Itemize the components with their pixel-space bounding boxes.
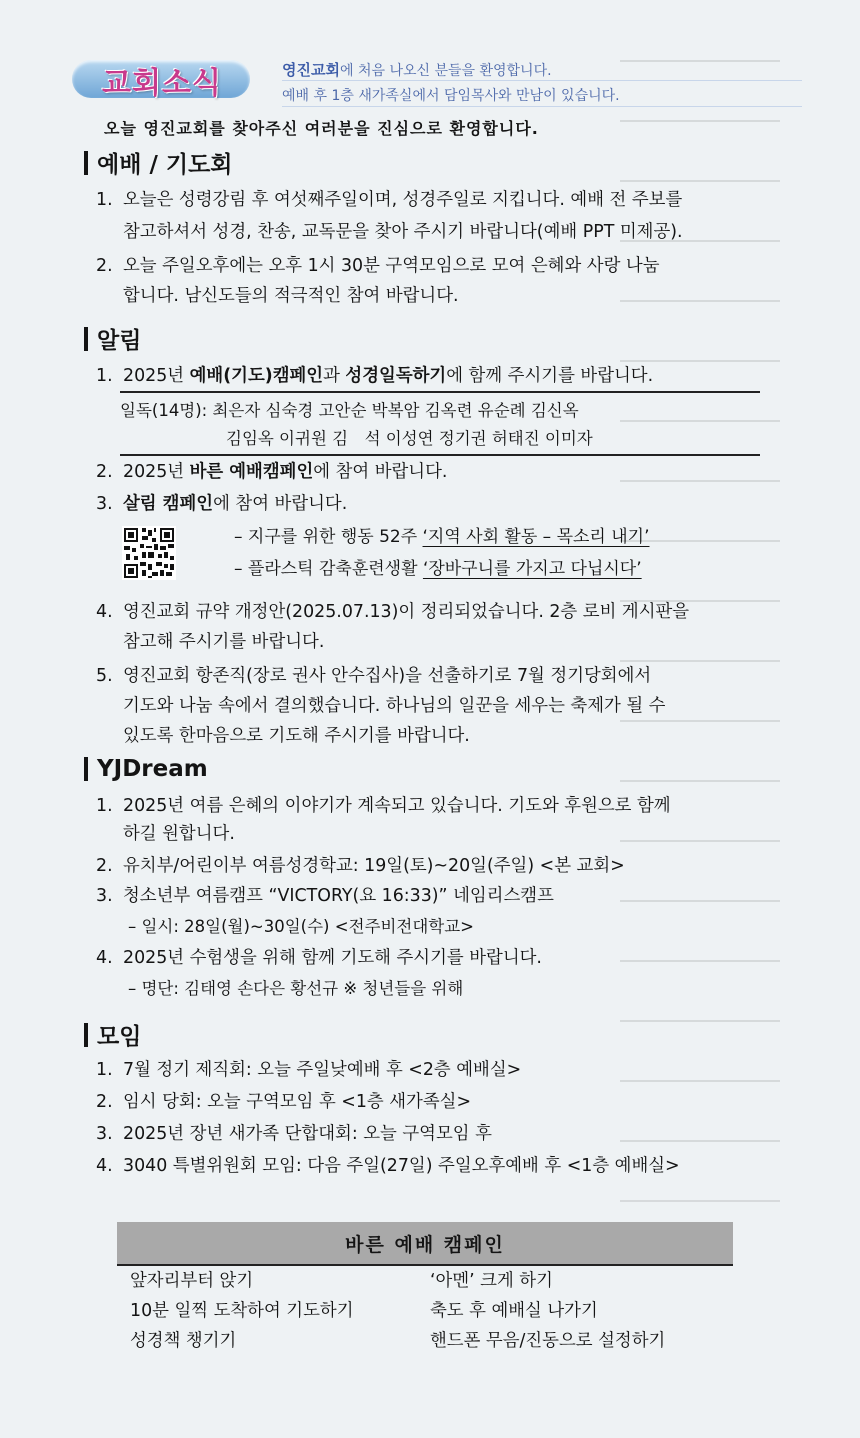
item-text: 영진교회 규약 개정안(2025.07.13)이 정리되었습니다. 2층 로비 게시판을 [123, 602, 690, 622]
campaign-item: ‘아멘’ 크게 하기 [430, 1271, 553, 1291]
item-continuation: 참고해 주시기를 바랍니다. [123, 632, 325, 652]
section-title-yjdream [84, 756, 208, 782]
section-title-meeting [84, 1018, 141, 1051]
item-number: 1. [96, 366, 113, 386]
item-sub-detail: – 일시: 28일(월)~30일(수) <전주비전대학교> [128, 917, 474, 936]
campaign-action-title: ‘지역 사회 활동 – 목소리 내기’ [422, 527, 650, 547]
title-bar [84, 757, 88, 781]
item-text: 영진교회 항존직(장로 권사 안수집사)을 선출하기로 7월 정기당회에서 [123, 666, 652, 686]
item-text: 3040 특별위원회 모임: 다음 주일(27일) 주일오후예배 후 <1층 예배실> [123, 1156, 680, 1176]
list-item [96, 880, 554, 912]
item-continuation: 하길 원합니다. [123, 824, 235, 844]
item-text: 오늘은 성령강림 후 여섯째주일이며, 성경주일로 지킵니다. 예배 전 주보를 [123, 190, 683, 210]
list-item [96, 660, 651, 692]
church-news-logo [72, 56, 272, 104]
item-bold-text: 살림 캠페인 [123, 494, 214, 514]
item-number: 4. [96, 602, 113, 622]
list-item [96, 360, 653, 392]
item-text: 2025년 여름 은혜의 이야기가 계속되고 있습니다. 기도와 후원으로 함께 [123, 796, 671, 816]
item-bold-text: 예배(기도)캠페인 [189, 366, 324, 386]
item-number: 4. [96, 1156, 113, 1176]
welcome-message [282, 58, 620, 109]
qr-code-icon[interactable] [122, 526, 176, 580]
item-text: 2025년 [123, 462, 190, 482]
campaign-item: 10분 일찍 도착하여 기도하기 [130, 1301, 354, 1321]
section-title-worship [84, 146, 233, 179]
greeting: 오늘 영진교회를 찾아주신 여러분을 진심으로 환영합니다. [104, 119, 539, 138]
item-number: 2. [96, 856, 113, 876]
item-text: 에 참여 바랍니다. [213, 494, 348, 514]
item-number: 2. [96, 462, 113, 482]
item-continuation: 기도와 나눔 속에서 결의했습니다. 하나님의 일꾼을 세우는 축제가 될 수 [123, 696, 666, 716]
item-number: 2. [96, 256, 113, 276]
campaign-action-line [234, 522, 650, 552]
item-text: 에 참여 바랍니다. [313, 462, 448, 482]
list-item [96, 184, 682, 216]
title-bar [84, 1023, 88, 1047]
list-item [96, 850, 625, 882]
campaign-action-title: ‘장바구니를 가지고 다닙시다’ [422, 559, 642, 579]
item-text: 과 [323, 366, 346, 386]
list-item [96, 1086, 471, 1118]
item-text: 임시 당회: 오늘 구역모임 후 <1층 새가족실> [123, 1092, 472, 1112]
list-item [96, 488, 347, 520]
item-text: 2025년 장년 새가족 단합대회: 오늘 구역모임 후 [123, 1124, 492, 1144]
list-item [96, 1054, 521, 1086]
list-item [96, 942, 542, 974]
campaign-title: 바른 예배 캠페인 [117, 1222, 733, 1266]
item-number: 5. [96, 666, 113, 686]
underline [120, 391, 760, 393]
item-text: 에 함께 주시기를 바랍니다. [446, 366, 654, 386]
item-continuation: 있도록 한마음으로 기도해 주시기를 바랍니다. [123, 726, 470, 746]
item-number: 3. [96, 494, 113, 514]
item-text: 2025년 [123, 366, 190, 386]
item-number: 3. [96, 886, 113, 906]
list-item [96, 1150, 680, 1182]
item-text: 2025년 수험생을 위해 함께 기도해 주시기를 바랍니다. [123, 948, 542, 968]
campaign-action-label: – 지구를 위한 행동 52주 [234, 527, 423, 547]
welcome-text: 에 처음 나오신 분들을 환영합니다. [339, 63, 552, 79]
item-number: 1. [96, 190, 113, 210]
item-continuation: 합니다. 남신도들의 적극적인 참여 바랍니다. [123, 286, 459, 306]
item-text: 청소년부 여름캠프 “VICTORY(요 16:33)” 네임리스캠프 [123, 886, 554, 906]
list-item [96, 250, 660, 282]
item-text: 오늘 주일오후에는 오후 1시 30분 구역모임으로 모여 은혜와 사랑 나눔 [123, 256, 660, 276]
section-title-text: YJDream [97, 756, 208, 782]
section-title-text: 알림 [97, 328, 142, 354]
logo-text: 교회소식 [102, 66, 222, 101]
list-item [96, 596, 689, 628]
list-item [96, 1118, 492, 1150]
title-bar [84, 327, 88, 351]
item-text: 유치부/어린이부 여름성경학교: 19일(토)~20일(주일) <본 교회> [123, 856, 625, 876]
campaign-action-label: – 플라스틱 감축훈련생활 [234, 559, 423, 579]
campaign-item: 앞자리부터 앉기 [130, 1271, 254, 1291]
item-sub-detail: – 명단: 김태영 손다은 황선규 ※ 청년들을 위해 [128, 979, 464, 998]
item-text: 7월 정기 제직회: 오늘 주일낮예배 후 <2층 예배실> [123, 1060, 522, 1080]
section-title-text: 모임 [97, 1024, 142, 1050]
campaign-action-line [234, 554, 642, 584]
reading-list: 일독(14명): 최은자 심숙경 고안순 박복암 김옥련 유순례 김신옥 [120, 401, 579, 420]
item-number: 1. [96, 796, 113, 816]
campaign-item: 축도 후 예배실 나가기 [430, 1301, 598, 1321]
item-number: 1. [96, 1060, 113, 1080]
church-name: 영진교회 [282, 61, 340, 79]
reading-list: 김임옥 이귀원 김 석 이성연 정기권 허태진 이미자 [226, 429, 593, 448]
item-number: 2. [96, 1092, 113, 1112]
item-number: 4. [96, 948, 113, 968]
item-number: 3. [96, 1124, 113, 1144]
item-bold-text: 바른 예배캠페인 [189, 462, 314, 482]
item-continuation: 참고하셔서 성경, 찬송, 교독문을 찾아 주시기 바랍니다(예배 PPT 미제공). [123, 222, 683, 242]
section-title-text: 예배 / 기도회 [97, 152, 233, 178]
title-bar [84, 151, 88, 175]
campaign-item: 핸드폰 무음/진동으로 설정하기 [430, 1331, 666, 1351]
item-bold-text: 성경일독하기 [345, 366, 447, 386]
list-item [96, 456, 447, 488]
campaign-item: 성경책 챙기기 [130, 1331, 237, 1351]
welcome-line-2: 예배 후 1층 새가족실에서 담임목사와 만남이 있습니다. [282, 88, 620, 104]
section-title-notice [84, 322, 141, 355]
